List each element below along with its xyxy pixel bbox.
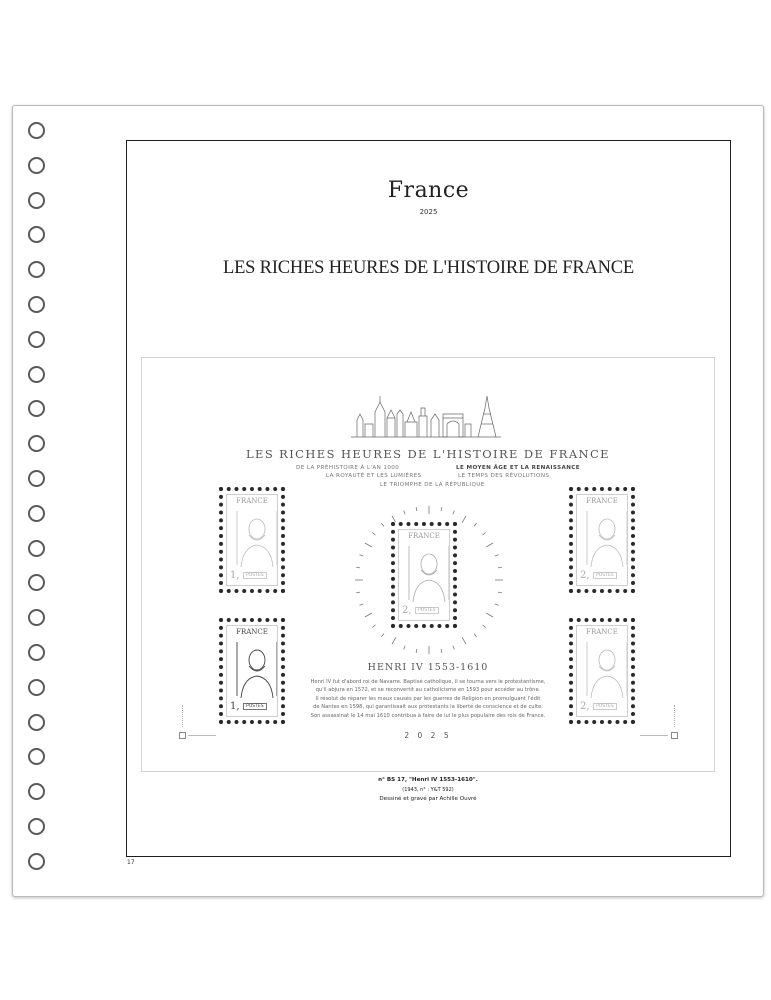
portrait-icon [235,509,278,567]
binder-hole [28,470,45,487]
stamp-postes: POSTES [593,572,617,579]
skyline-illustration [351,394,501,438]
dial-tick [495,604,499,605]
dial-tick [372,532,375,535]
dial-tick [404,510,405,514]
stamp-country: FRANCE [408,532,440,540]
dial-tick [441,507,442,511]
binder-hole [28,331,45,348]
text-line: de Nantes en 1598, qui garantissait aux protestants la liberté de conscience et de culte. [313,704,543,711]
dial-tick [453,510,454,514]
binder-hole [28,540,45,557]
caption-reference: (1943, n° : Y&T 592) [402,787,454,793]
portrait-icon [585,509,628,567]
stamp-postes: POSTES [243,703,267,710]
sheet-year: 2 0 2 5 [404,731,452,740]
dial-tick [483,532,486,535]
dial-tick [483,625,486,628]
dial-tick [486,613,493,617]
chapter-label: LE MOYEN ÂGE ET LA RENAISSANCE [456,465,581,471]
page-number: 17 [127,859,135,866]
dial-tick [416,649,417,653]
binder-hole [28,366,45,383]
series-title: LES RICHES HEURES DE L'HISTOIRE DE FRANCE [222,258,635,278]
stamp-postes: POSTES [593,703,617,710]
dial-tick [486,543,493,547]
dial-tick [381,634,384,637]
dial-tick [498,592,502,593]
stamp-country: FRANCE [236,628,268,636]
dial-tick [381,523,384,526]
text-line: Il résolut de réparer les maux causés par les guerres de Religion en promulguant l'édit [315,695,541,702]
registration-mark [674,705,675,727]
dial-tick [416,507,417,511]
binder-hole [28,122,45,139]
registration-mark [671,732,678,739]
caption-engraver: Dessiné et gravé par Achille Ouvré [379,796,477,802]
stamp-country: FRANCE [236,497,268,505]
stamp-frame [226,494,278,586]
stamp-center [391,522,457,628]
dial-tick [359,555,363,556]
stamp-postes: POSTES [243,572,267,579]
dial-tick [462,637,466,644]
dial-tick [404,646,405,650]
stamp-frame [398,529,450,621]
historical-text [290,678,566,720]
binder-hole [28,192,45,209]
binder-hole [28,679,45,696]
binder-hole [28,853,45,870]
stamp-frame [576,494,628,586]
portrait-icon [407,544,450,602]
dial-tick [372,625,375,628]
dial-tick [474,634,477,637]
registration-mark [182,705,183,727]
dial-tick [359,604,363,605]
dial-tick [356,592,360,593]
dial-tick [441,649,442,653]
text-line: Son assassinat le 14 mai 1610 contribua à faire de lui le plus populaire des rois de France. [310,712,546,719]
stamp-country: FRANCE [586,497,618,505]
stamp-value: 2, [402,605,412,616]
binder-hole [28,818,45,835]
stamp-top-left [219,487,285,593]
binder-hole [28,505,45,522]
dial-tick [392,637,396,644]
binder-hole [28,157,45,174]
binder-hole [28,714,45,731]
stamp-value: 1, [230,570,240,581]
stamp-value: 2, [580,570,590,581]
text-line: Henri IV fut d'abord roi de Navarre. Baptisé catholique, il se tourna vers le protestantisme, [310,679,546,685]
chapter-label: LE TRIOMPHE DE LA RÉPUBLIQUE [380,482,485,488]
binder-hole [28,644,45,661]
dial-tick [365,613,372,617]
stamp-value: 1, [230,701,240,712]
registration-mark [179,732,186,739]
dial-tick [453,646,454,650]
stamp-subject-heading: HENRI IV 1553-1610 [367,662,489,673]
registration-mark [188,735,216,736]
stamp-value: 2, [580,701,590,712]
sheet-title: LES RICHES HEURES DE L'HISTOIRE DE FRANCE [246,447,610,461]
country-title: France [387,178,470,203]
album-year: 2025 [419,208,438,216]
dial-tick [495,555,499,556]
caption-catalog: n° BS 17, "Henri IV 1553-1610". [378,777,478,783]
dial-tick [474,523,477,526]
text-line: qu'il abjura en 1572, et se reconvertit au catholicisme en 1593 pour accéder au trône. [315,687,541,694]
dial-tick [498,567,502,568]
registration-mark [640,735,668,736]
binder-hole [28,296,45,313]
stamp-country: FRANCE [586,628,618,636]
dial-tick [365,543,372,547]
chapter-label: DE LA PRÉHISTOIRE À L'AN 1000 [296,465,400,471]
stamp-postes: POSTES [415,607,439,614]
dial-tick [462,516,466,523]
chapter-label: LE TEMPS DES RÉVOLUTIONS [458,473,550,479]
chapter-label: LA ROYAUTÉ ET LES LUMIÈRES [326,473,422,479]
stamp-top-right [569,487,635,593]
dial-tick [356,567,360,568]
